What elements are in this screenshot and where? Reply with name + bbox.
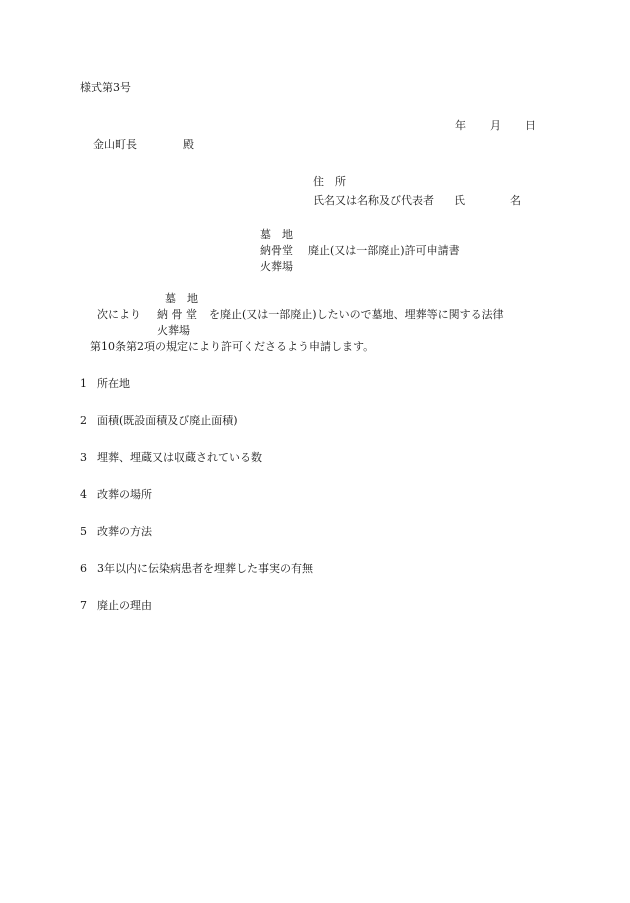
body-option-ossuary: 納 骨 堂 [157, 308, 197, 321]
body-option-cemetery: 墓 地 [165, 292, 198, 305]
title-option-crematorium: 火葬場 [260, 260, 293, 273]
body-prefix: 次により [97, 308, 141, 321]
addressee-name: 金山町長 [93, 138, 137, 151]
date-day: 日 [525, 119, 536, 132]
title-suffix: 廃止(又は一部廃止)許可申請書 [308, 244, 460, 257]
item-2-label: 面積(既設面積及び廃止面積) [97, 414, 238, 427]
item-3-label: 埋葬、埋蔵又は収蔵されている数 [97, 451, 262, 464]
item-6-label: 3年以内に伝染病患者を埋葬した事実の有無 [97, 562, 313, 575]
date-month: 月 [490, 119, 501, 132]
date-year: 年 [455, 119, 466, 132]
item-2-number: 2 [80, 414, 87, 427]
item-5-number: 5 [80, 525, 87, 538]
item-1-label: 所在地 [97, 377, 130, 390]
item-7-number: 7 [80, 599, 87, 612]
item-7-label: 廃止の理由 [97, 599, 152, 612]
body-option-crematorium: 火葬場 [157, 324, 190, 337]
item-4-label: 改葬の場所 [97, 488, 152, 501]
title-option-cemetery: 墓 地 [260, 228, 293, 241]
address-label: 住 所 [313, 175, 346, 188]
form-number: 様式第3号 [80, 81, 131, 94]
body-line1-suffix: を廃止(又は一部廃止)したいので墓地、埋葬等に関する法律 [209, 308, 504, 321]
addressee-honorific: 殿 [183, 138, 194, 151]
item-5-label: 改葬の方法 [97, 525, 152, 538]
item-1-number: 1 [80, 377, 87, 390]
title-option-ossuary: 納骨堂 [260, 244, 293, 257]
name-shi: 氏 [454, 194, 465, 207]
name-label: 氏名又は名称及び代表者 [313, 194, 434, 207]
item-3-number: 3 [80, 451, 87, 464]
body-line2: 第10条第2項の規定により許可くださるよう申請します。 [90, 340, 375, 353]
name-mei: 名 [510, 194, 521, 207]
item-4-number: 4 [80, 488, 87, 501]
item-6-number: 6 [80, 562, 87, 575]
